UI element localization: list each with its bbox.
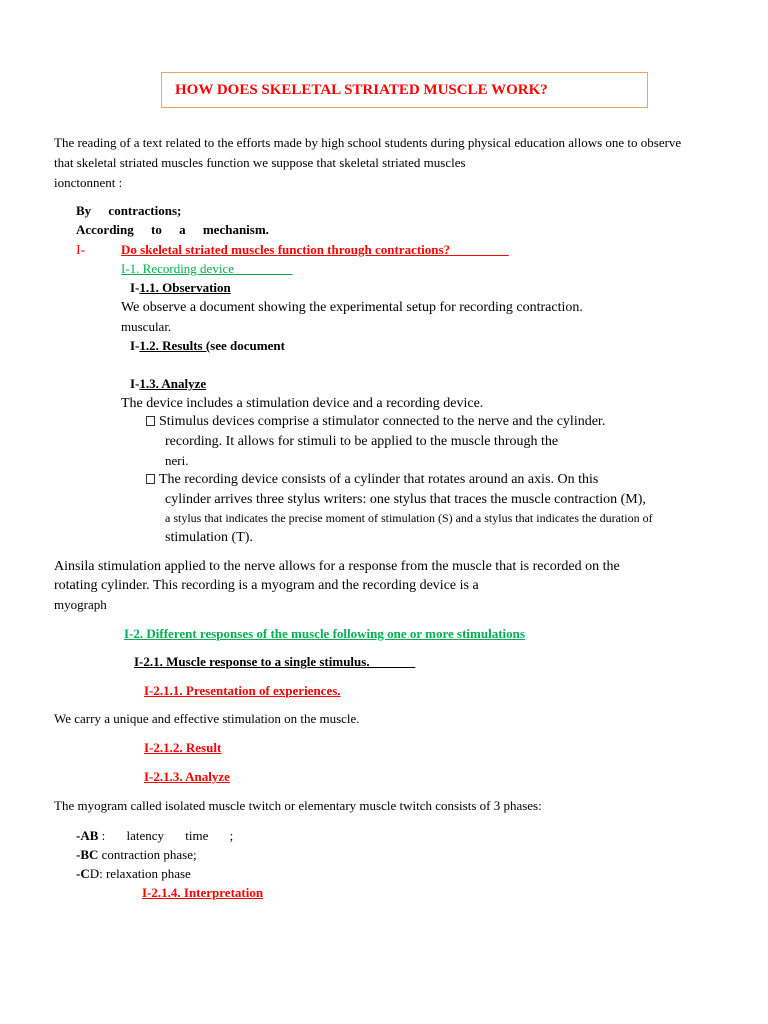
checkbox-bullet-icon xyxy=(146,474,155,484)
observation-prefix: I- xyxy=(130,280,140,295)
presentation-heading: I-2.1.1. Presentation of experiences. xyxy=(144,683,341,698)
intro-line-1: The reading of a text related to the efforts made by high school students during physical education allows one to observe xyxy=(54,135,682,150)
presentation-text: We carry a unique and effective stimulation on the muscle. xyxy=(54,711,360,726)
phase-2-label: contraction phase; xyxy=(98,847,197,862)
results-heading: 1.2. Results ( xyxy=(139,338,211,353)
bullet-1-line-1: Stimulus devices comprise a stimulator connected to the nerve and the cylinder. xyxy=(159,414,606,429)
result-heading: I-2.1.2. Result xyxy=(144,740,222,755)
bullet-1-line-3: neri. xyxy=(165,453,189,468)
observation-text-1: We observe a document showing the experimental setup for recording contraction. xyxy=(121,300,583,315)
bullet-2-line-2: cylinder arrives three stylus writers: one stylus that traces the muscle contraction (M), xyxy=(165,492,646,507)
interpretation-heading: I-2.1.4. Interpretation xyxy=(142,885,264,900)
analyze-prefix: I- xyxy=(130,376,140,391)
analyze-2-text: The myogram called isolated muscle twitch or elementary muscle twitch consists of 3 phases: xyxy=(54,798,542,813)
results-prefix: I- xyxy=(130,338,140,353)
phase-3-key: -C xyxy=(76,866,90,881)
section-2-heading: I-2. Different responses of the muscle following one or more stimulations xyxy=(124,626,525,641)
results-tail: see document xyxy=(210,338,285,353)
title-box xyxy=(161,72,648,108)
section-1-number: I- xyxy=(76,243,86,258)
bullet-2-line-1: The recording device consists of a cylinder that rotates around an axis. On this xyxy=(159,472,599,487)
hypothesis-2: According to a mechanism. xyxy=(76,222,269,237)
intro-line-2: that skeletal striated muscles function we suppose that skeletal striated muscles xyxy=(54,155,466,170)
checkbox-bullet-icon xyxy=(146,416,155,426)
bullet-1-line-2: recording. It allows for stimuli to be applied to the muscle through the xyxy=(165,434,559,449)
observation-text-2: muscular. xyxy=(121,319,172,334)
page-title: HOW DOES SKELETAL STRIATED MUSCLE WORK? xyxy=(175,82,548,98)
conclusion-line-1: Ainsila stimulation applied to the nerve allows for a response from the muscle that is recorded on the xyxy=(54,559,620,574)
section-1-heading: Do skeletal striated muscles function through contractions?_________ xyxy=(121,242,509,257)
bullet-2-line-3: a stylus that indicates the precise moment of stimulation (S) and a stylus that indicates the duration of xyxy=(165,511,653,525)
section-1-1-heading: I-1. Recording device_________ xyxy=(121,261,293,276)
observation-heading: 1.1. Observation xyxy=(139,280,231,295)
section-2-1-heading: I-2.1. Muscle response to a single stimulus._______ xyxy=(134,654,416,669)
analyze-text: The device includes a stimulation device and a recording device. xyxy=(121,396,484,411)
bullet-2-line-4: stimulation (T). xyxy=(165,530,253,545)
conclusion-line-2: rotating cylinder. This recording is a myogram and the recording device is a xyxy=(54,578,479,593)
phase-1-label: : latency time ; xyxy=(101,828,234,843)
hypothesis-1: By contractions; xyxy=(76,203,182,218)
analyze-heading: 1.3. Analyze xyxy=(139,376,207,391)
conclusion-line-3: myograph xyxy=(54,597,107,612)
intro-line-3: ionctonnent : xyxy=(54,175,123,190)
phase-2-key: -BC xyxy=(76,847,99,862)
analyze-2-heading: I-2.1.3. Analyze xyxy=(144,769,230,784)
phase-1-key: -AB xyxy=(76,828,99,843)
phase-3-label: D: relaxation phase xyxy=(89,866,191,881)
